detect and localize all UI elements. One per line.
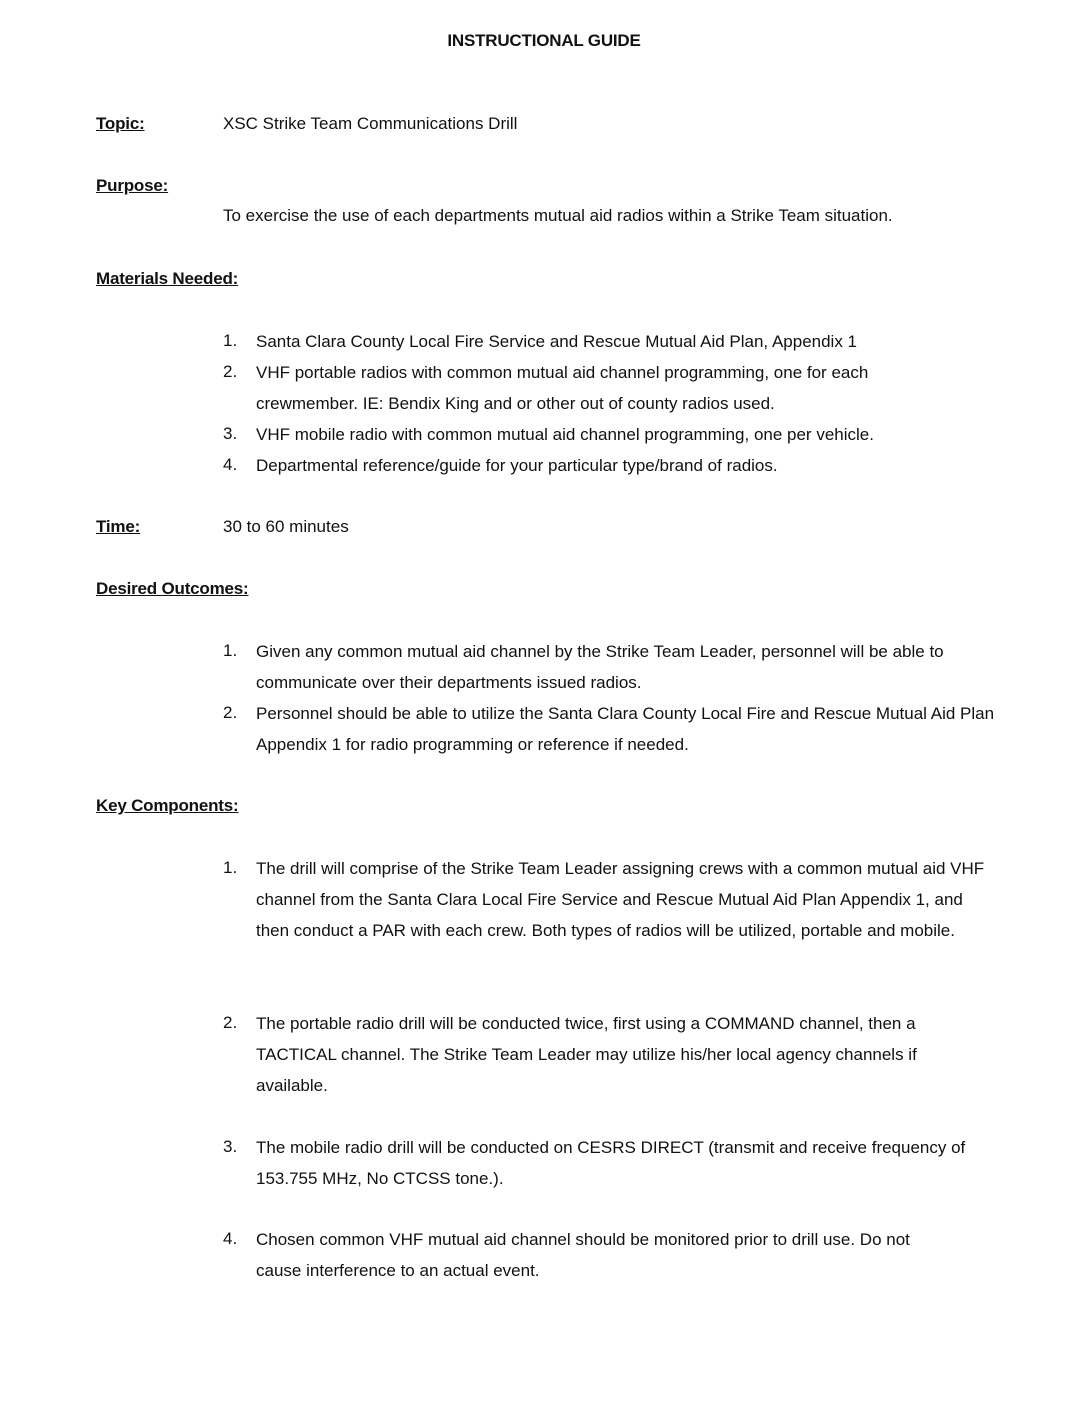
- materials-item-text: Departmental reference/guide for your particular type/brand of radios.: [256, 456, 778, 475]
- materials-item-number: 3.: [223, 424, 238, 443]
- outcomes-item-number: 1.: [223, 641, 238, 660]
- purpose-value: To exercise the use of each departments mutual aid radios within a Strike Team situation.: [223, 206, 893, 225]
- topic-value: XSC Strike Team Communications Drill: [223, 114, 518, 133]
- materials-item-number: 4.: [223, 455, 238, 474]
- components-item-number: 1.: [223, 858, 238, 877]
- page-title: INSTRUCTIONAL GUIDE: [447, 31, 641, 50]
- materials-item-text: VHF portable radios with common mutual aid channel programming, one for each crewmember. IE: Bendix King and or other out of county radios used.: [256, 363, 869, 413]
- materials-item-number: 2.: [223, 362, 238, 381]
- topic-label: Topic:: [96, 114, 145, 133]
- components-item-number: 2.: [223, 1013, 238, 1032]
- outcomes-item-text: Personnel should be able to utilize the Santa Clara County Local Fire and Rescue Mutual Aid Plan Appendix 1 for radio programming or reference if needed.: [256, 704, 995, 754]
- components-item-number: 4.: [223, 1229, 238, 1248]
- components-item-text: The drill will comprise of the Strike Team Leader assigning crews with a common mutual aid VHF channel from the Santa Clara Local Fire Service and Rescue Mutual Aid Plan Appendix 1, and then conduct a PAR with each crew. Both types of radios will be utilized, portable and mobile.: [256, 859, 985, 940]
- time-label: Time:: [96, 517, 141, 536]
- outcomes-item-number: 2.: [223, 703, 238, 722]
- components-label: Key Components:: [96, 796, 239, 815]
- components-item-text: Chosen common VHF mutual aid channel should be monitored prior to drill use. Do not cause interference to an actual event.: [256, 1230, 910, 1280]
- outcomes-item-text: Given any common mutual aid channel by the Strike Team Leader, personnel will be able to communicate over their departments issued radios.: [256, 642, 944, 692]
- time-value: 30 to 60 minutes: [223, 517, 349, 536]
- materials-item-text: VHF mobile radio with common mutual aid channel programming, one per vehicle.: [256, 425, 874, 444]
- materials-item-text: Santa Clara County Local Fire Service and Rescue Mutual Aid Plan, Appendix 1: [256, 332, 858, 351]
- components-item-text: The mobile radio drill will be conducted on CESRS DIRECT (transmit and receive frequency of 153.755 MHz, No CTCSS tone.).: [256, 1138, 966, 1188]
- purpose-label: Purpose:: [96, 176, 169, 195]
- components-item-number: 3.: [223, 1137, 238, 1156]
- materials-label: Materials Needed:: [96, 269, 239, 288]
- outcomes-label: Desired Outcomes:: [96, 579, 249, 598]
- components-item-text: The portable radio drill will be conducted twice, first using a COMMAND channel, then a TACTICAL channel. The Strike Team Leader may utilize his/her local agency channels if available.: [256, 1014, 917, 1095]
- materials-item-number: 1.: [223, 331, 238, 350]
